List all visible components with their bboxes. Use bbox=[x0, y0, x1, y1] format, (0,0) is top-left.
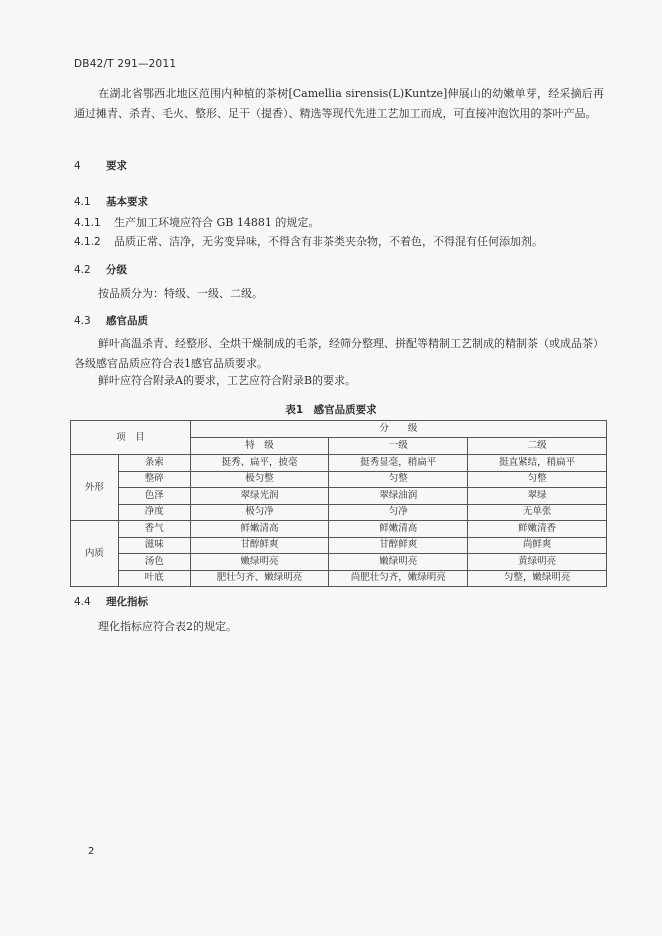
section-title: 要求 bbox=[106, 160, 127, 172]
value-cell: 甘醇鲜爽 bbox=[329, 537, 468, 554]
value-cell: 肥壮匀齐、嫩绿明亮 bbox=[190, 570, 329, 587]
section-number: 4.3 bbox=[74, 315, 91, 327]
header-item: 项 目 bbox=[71, 421, 191, 455]
value-cell: 极匀净 bbox=[190, 504, 329, 521]
header-grade-first: 一级 bbox=[329, 438, 468, 455]
value-cell: 鲜嫩清香 bbox=[468, 521, 607, 538]
section-4-1-heading bbox=[74, 194, 148, 209]
intro-text: 在湖北省鄂西北地区范围内种植的茶树[Camellia sirensis(L)Kuntze]伸展山的幼嫩单芽，经采摘后再通过摊青、杀青、毛火、整形、足干（提香）、精选等现代先进工艺加工而成，可直接冲泡饮用的茶叶产品。 bbox=[74, 87, 604, 120]
table-row bbox=[71, 521, 607, 538]
sensory-text: 鲜叶高温杀青、经整形、全烘干燥制成的毛茶，经筛分整理、拼配等精制工艺制成的精制茶（或成品茶）各级感官品质应符合表1感官品质要求。 bbox=[74, 337, 604, 370]
value-cell: 嫩绿明亮 bbox=[190, 554, 329, 571]
sensory-paragraph bbox=[74, 334, 604, 373]
clause-number: 4.1.2 bbox=[74, 236, 101, 248]
value-cell: 极匀整 bbox=[190, 471, 329, 488]
value-cell: 匀净 bbox=[329, 504, 468, 521]
table-row bbox=[71, 537, 607, 554]
clause-4-1-2 bbox=[74, 233, 609, 251]
factor-cell: 色泽 bbox=[118, 488, 190, 505]
section-number: 4.2 bbox=[74, 264, 91, 276]
clause-number: 4.1.1 bbox=[74, 217, 101, 229]
annex-text: 鲜叶应符合附录A的要求，工艺应符合附录B的要求。 bbox=[98, 374, 357, 387]
value-cell: 黄绿明亮 bbox=[468, 554, 607, 571]
group-appearance: 外形 bbox=[71, 455, 119, 521]
section-title: 理化指标 bbox=[106, 596, 148, 608]
clause-4-1-1 bbox=[74, 214, 609, 232]
factor-cell: 香气 bbox=[118, 521, 190, 538]
value-cell: 挺直紧结，稍扁平 bbox=[468, 455, 607, 472]
group-internal-quality: 内质 bbox=[71, 521, 119, 587]
value-cell: 匀整，嫩绿明亮 bbox=[468, 570, 607, 587]
factor-cell: 条索 bbox=[118, 455, 190, 472]
sensory-quality-table bbox=[70, 420, 607, 587]
section-4-3-heading bbox=[74, 313, 148, 328]
value-cell: 匀整 bbox=[329, 471, 468, 488]
value-cell: 尚肥壮匀齐，嫩绿明亮 bbox=[329, 570, 468, 587]
value-cell: 嫩绿明亮 bbox=[329, 554, 468, 571]
clause-text: 生产加工环境应符合 GB 14881 的规定。 bbox=[114, 216, 320, 229]
table-1-title: 表1 感官品质要求 bbox=[285, 404, 377, 416]
header-grade: 分 级 bbox=[190, 421, 606, 438]
intro-paragraph bbox=[74, 84, 604, 123]
header-grade-special: 特 级 bbox=[190, 438, 329, 455]
section-4-2-heading bbox=[74, 262, 127, 277]
value-cell: 尚鲜爽 bbox=[468, 537, 607, 554]
section-number: 4.4 bbox=[74, 596, 91, 608]
table-row bbox=[71, 471, 607, 488]
factor-cell: 整碎 bbox=[118, 471, 190, 488]
value-cell: 挺秀显毫，稍扁平 bbox=[329, 455, 468, 472]
section-title: 基本要求 bbox=[106, 196, 148, 208]
value-cell: 翠绿 bbox=[468, 488, 607, 505]
section-number: 4 bbox=[74, 160, 81, 172]
factor-cell: 叶底 bbox=[118, 570, 190, 587]
value-cell: 无单张 bbox=[468, 504, 607, 521]
table-row bbox=[71, 455, 607, 472]
section-4-4-heading bbox=[74, 594, 148, 609]
grading-text: 按品质分为：特级、一级、二级。 bbox=[98, 287, 263, 300]
table-row bbox=[71, 488, 607, 505]
value-cell: 鲜嫩清高 bbox=[190, 521, 329, 538]
section-number: 4.1 bbox=[74, 196, 91, 208]
factor-cell: 净度 bbox=[118, 504, 190, 521]
factor-cell: 汤色 bbox=[118, 554, 190, 571]
section-title: 感官品质 bbox=[106, 315, 148, 327]
value-cell: 翠绿光润 bbox=[190, 488, 329, 505]
table-row bbox=[71, 504, 607, 521]
table-row bbox=[71, 570, 607, 587]
section-4-heading bbox=[74, 158, 127, 173]
value-cell: 匀整 bbox=[468, 471, 607, 488]
value-cell: 挺秀、扁平，披毫 bbox=[190, 455, 329, 472]
value-cell: 甘醇鲜爽 bbox=[190, 537, 329, 554]
standard-code: DB42/T 291—2011 bbox=[74, 58, 177, 70]
header-grade-second: 二级 bbox=[468, 438, 607, 455]
physchem-text: 理化指标应符合表2的规定。 bbox=[98, 620, 237, 633]
value-cell: 鲜嫩清高 bbox=[329, 521, 468, 538]
clause-text: 品质正常、洁净，无劣变异味，不得含有非茶类夹杂物，不着色，不得混有任何添加剂。 bbox=[114, 235, 543, 248]
value-cell: 翠绿油润 bbox=[329, 488, 468, 505]
factor-cell: 滋味 bbox=[118, 537, 190, 554]
section-title: 分级 bbox=[106, 264, 127, 276]
page-number: 2 bbox=[88, 846, 95, 857]
table-row bbox=[71, 554, 607, 571]
